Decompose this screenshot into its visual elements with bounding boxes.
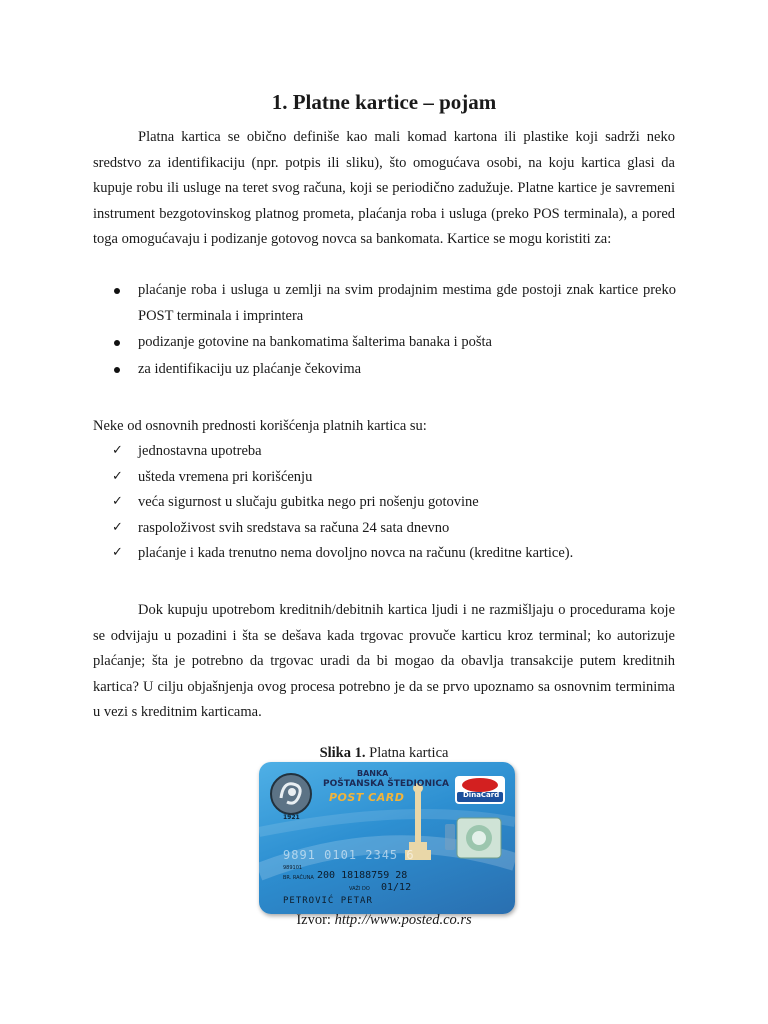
checkmark-icon: ✓	[112, 443, 123, 458]
uses-list	[110, 278, 676, 383]
list-item: ✓ plaćanje i kada trenutno nema dovoljno novca na računu (kreditne kartice).	[110, 541, 676, 567]
list-item: ✓ ušteda vremena pri korišćenju	[110, 465, 676, 491]
bullet-icon	[114, 340, 120, 346]
intro-paragraph: Platna kartica se obično definiše kao mali komad kartona ili plastike koji sadrži neko sredstvo za identifikaciju (npr. potpis ili sliku), što omogućava osobi, na koju kartica glasi da kupuje robu ili usluge na teret svog računa, koji se periodično zadužuje. Platne kartice je savremeni instrument bezgotovinskog platnog prometa, plaćanja roba i usluga (preko POS terminala), a pored toga omogućavaju i podizanje gotovog novca sa bankomata. Kartice se mogu koristiti za:	[93, 129, 675, 247]
bullet-icon	[114, 367, 120, 373]
cardholder-name: PETROVIĆ PETAR	[283, 896, 373, 906]
checkmark-icon: ✓	[112, 545, 123, 560]
bullet-icon	[114, 288, 120, 294]
page-title: 1. Platne kartice – pojam	[271, 90, 497, 114]
bank-name-line2: POŠTANSKA ŠTEDIONICA	[323, 779, 449, 789]
figure-caption: Slika 1. Platna kartica	[319, 745, 449, 761]
valid-label: VAŽI DO	[349, 886, 370, 892]
list-item: za identifikaciju uz plaćanje čekovima	[110, 357, 676, 383]
figure-source: Izvor: http://www.posted.co.rs	[296, 912, 472, 928]
bank-year: 1921	[283, 814, 300, 821]
checkmark-icon: ✓	[112, 494, 123, 509]
checkmark-icon: ✓	[112, 519, 123, 535]
list-item: ✓ veća sigurnost u slučaju gubitka nego pri nošenju gotovine	[110, 490, 676, 516]
account-label: BR. RAČUNA	[283, 875, 314, 881]
payment-card-image	[259, 762, 515, 914]
bank-name-line1: BANKA	[357, 769, 389, 778]
source-link[interactable]: http://www.posted.co.rs	[334, 912, 472, 928]
chip-icon	[445, 824, 455, 850]
list-item: podizanje gotovine na bankomatima šalterima banaka i pošta	[110, 330, 676, 356]
bank-emblem-icon	[271, 774, 311, 814]
brand-name: DinaCard	[463, 791, 500, 799]
account-number: 200 18188759 28	[317, 870, 408, 881]
expiry-date: 01/12	[381, 882, 412, 893]
body-paragraph: Dok kupuju upotrebom kreditnih/debitnih kartica ljudi i ne razmišljaju o procedurama koje se odvijaju u pozadini i šta se dešava kada trgovac provuče karticu kroz terminal; ko autorizuje plaćanje; šta je potrebno da trgovac uradi da bi mogao da obavlja transakcije putem kreditnih kartica? U cilju objašnjenja ovog procesa potrebno je da se prvo upoznamo sa osnovnim terminima u vezi s kreditnim karticama.	[93, 602, 675, 720]
list-item: ✓ jednostavna upotreba	[110, 439, 676, 465]
hologram-icon	[457, 818, 501, 858]
card-product-name: POST CARD	[329, 791, 405, 804]
small-code: 989101	[283, 865, 303, 871]
checkmark-icon: ✓	[112, 468, 123, 484]
list-item: plaćanje roba i usluga u zemlji na svim prodajnim mestima gde postoji znak kartice preko POST terminala i imprintera	[110, 278, 676, 329]
dinacard-logo	[455, 776, 505, 804]
card-number: 9891 0101 2345 6	[283, 848, 415, 862]
advantages-list	[110, 439, 676, 567]
advantages-intro: Neke od osnovnih prednosti korišćenja platnih kartica su:	[93, 418, 427, 434]
list-item: ✓ raspoloživost svih sredstava sa računa 24 sata dnevno	[110, 516, 676, 542]
